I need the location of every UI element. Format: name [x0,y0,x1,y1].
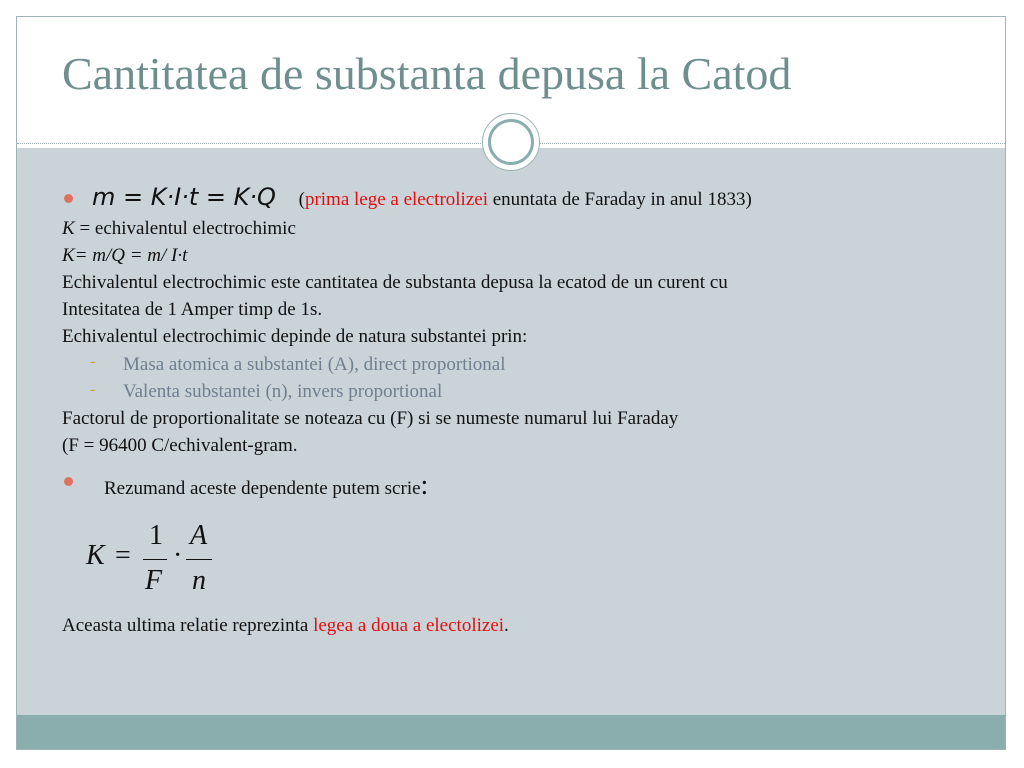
eq-dot: · [173,540,183,571]
paragraph-2: Echivalentul electrochimic depinde de natura substantei prin: [62,326,528,347]
sub-bullet-icon: - [90,353,96,370]
k-formula: K= m/Q = m/ I·t [62,245,188,266]
paren-open: ( [298,189,305,210]
sub-bullet-icon: - [90,381,96,398]
closing-text: Aceasta ultima relatie reprezinta [62,615,314,636]
bullet-line-2 [104,472,428,502]
formula-first-law: m = K·I·t = K·Q [92,183,276,211]
bullet-icon [64,477,73,486]
bullet-icon [64,194,73,203]
k-definition [62,215,296,242]
k-symbol: K [62,218,75,239]
first-law-label: prima lege a electrolizei [304,189,488,210]
eq-numerator-1: 1 [149,520,163,551]
paragraph-1-line-2: Intesitatea de 1 Amper timp de 1s. [62,299,323,320]
sub-item-valence: Valenta substantei (n), invers proportional [123,381,443,402]
k-definition-text: = echivalentul electrochimic [74,218,296,239]
footer-band [17,715,1005,749]
eq-lhs: K [86,540,105,571]
fraction-bar-1 [143,559,167,560]
eq-denominator-2: n [192,565,206,596]
paragraph-3-line-2: (F = 96400 C/echivalent-gram. [62,435,298,456]
fraction-bar-2 [186,559,212,560]
bullet-line-1 [92,184,752,213]
slide-title: Cantitatea de substanta depusa la Catod [62,48,792,99]
summary-text: Rezumand aceste dependente putem scrie [104,478,421,499]
decorative-ring-icon [488,119,534,165]
eq-equals: = [115,540,131,571]
eq-numerator-2: A [190,520,208,551]
closing-period: . [504,615,509,636]
paragraph-3-line-1: Factorul de proportionalitate se noteaza cu (F) si se numeste numarul lui Faraday [62,408,679,429]
closing-line [62,612,509,639]
summary-colon: : [420,470,429,501]
second-law-label: legea a doua a electolizei [313,615,505,636]
eq-denominator-1: F [145,565,163,596]
sub-item-atomic-mass: Masa atomica a substantei (A), direct proportional [123,354,506,375]
first-law-note: enuntata de Faraday in anul 1833) [487,189,752,210]
paragraph-1-line-1: Echivalentul electrochimic este cantitatea de substanta depusa la ecatod de un curent cu [62,272,728,293]
